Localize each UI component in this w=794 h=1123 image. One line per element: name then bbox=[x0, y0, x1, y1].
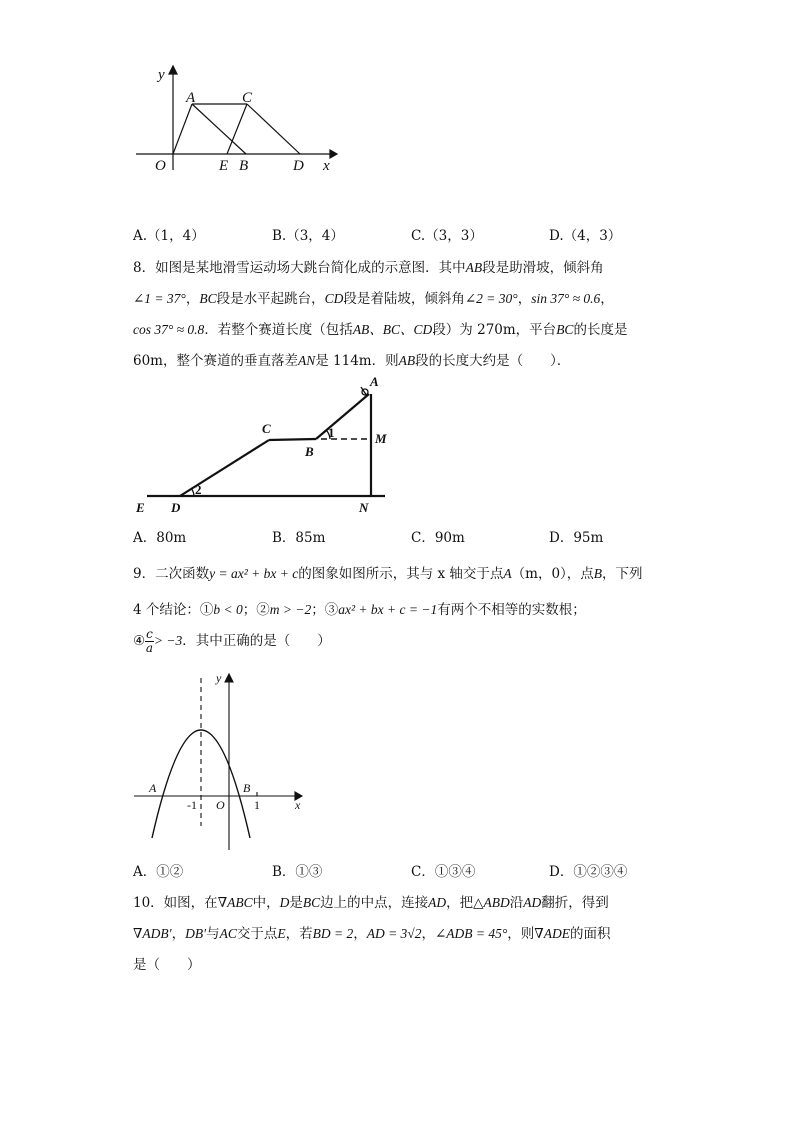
label-angle-1: 1 bbox=[328, 425, 335, 440]
q9-option-b[interactable]: B．①③ bbox=[272, 864, 323, 880]
q8-text: 8．如图是某地滑雪运动场大跳台简化成的示意图．其中 bbox=[133, 260, 466, 276]
q10-math: E bbox=[277, 926, 286, 941]
q8-option-c[interactable]: C．90m bbox=[411, 530, 465, 546]
label-D: D bbox=[171, 500, 181, 515]
q10-math: AD = 3√2 bbox=[366, 926, 422, 941]
q10-line-2 bbox=[133, 922, 610, 942]
q7-option-d[interactable]: D.（4，3） bbox=[549, 228, 622, 244]
frac-denominator: a bbox=[145, 641, 154, 655]
q9-math: > −3 bbox=[153, 633, 183, 648]
q8-line-1 bbox=[133, 256, 604, 276]
q9-text: ．其中正确的是（ ） bbox=[182, 633, 331, 649]
q9-conclusion-marker: ④ bbox=[133, 633, 146, 649]
q8-text: 是 114m．则 bbox=[315, 353, 399, 369]
label-x: x bbox=[295, 798, 301, 812]
label-M: M bbox=[375, 431, 387, 446]
q10-text: ，把 bbox=[446, 895, 474, 911]
q8-text: 段是着陆坡，倾斜角 bbox=[343, 291, 465, 307]
q9-text: （m，0），点 bbox=[511, 566, 594, 582]
q10-text: 中， bbox=[252, 895, 280, 911]
q9-line-3 bbox=[133, 628, 331, 655]
q7-option-b[interactable]: B.（3，4） bbox=[272, 228, 344, 244]
q8-text: ， bbox=[185, 291, 200, 307]
q8-line-2 bbox=[133, 287, 614, 307]
label-E: E bbox=[136, 500, 145, 515]
q9-math: y = ax² + bx + c bbox=[209, 566, 299, 581]
q7-figure bbox=[130, 62, 340, 177]
label-B: B bbox=[239, 158, 249, 174]
segment-AB bbox=[192, 104, 246, 154]
q10-math: AD bbox=[428, 895, 447, 910]
q8-math: sin 37° ≈ 0.6 bbox=[531, 291, 601, 306]
segment-OA bbox=[173, 104, 192, 154]
q8-text: 60m，整个赛道的垂直落差 bbox=[133, 353, 298, 369]
q8-math: AB bbox=[398, 353, 416, 368]
q10-text: 是 bbox=[289, 895, 303, 911]
q9-text: 4 个结论： bbox=[133, 602, 200, 618]
q10-math: AC bbox=[219, 926, 237, 941]
q9-text: ； bbox=[242, 602, 257, 618]
q10-text: ，则 bbox=[507, 926, 535, 942]
label-O: O bbox=[216, 798, 225, 812]
platform-BC bbox=[269, 439, 316, 440]
q9-conclusion-marker: ③ bbox=[324, 602, 339, 618]
label-A: A bbox=[149, 781, 157, 795]
y-axis-arrow bbox=[169, 66, 177, 74]
q8-text: ．若整个赛道长度（包括 bbox=[204, 322, 353, 338]
q10-text: ， bbox=[353, 926, 367, 942]
q8-text: 段）为 270m，平台 bbox=[432, 322, 557, 338]
label-C: C bbox=[242, 90, 253, 106]
label-minus-1: -1 bbox=[187, 798, 197, 812]
q8-text: ， bbox=[517, 291, 532, 307]
x-axis-arrow bbox=[330, 150, 337, 158]
q9-text: 9．二次函数 bbox=[133, 566, 210, 582]
q10-text: 的面积 bbox=[569, 926, 611, 942]
q8-line-3 bbox=[133, 318, 627, 338]
label-B: B bbox=[243, 781, 251, 795]
label-O: O bbox=[155, 158, 166, 174]
label-A: A bbox=[186, 90, 196, 106]
segment-CE bbox=[227, 104, 247, 154]
q10-math: DB′ bbox=[185, 926, 207, 941]
q8-text: 段是助滑坡，倾斜角 bbox=[482, 260, 604, 276]
q8-figure bbox=[133, 372, 393, 517]
q8-text: ， bbox=[600, 291, 614, 307]
q8-text: 段是水平起跳台， bbox=[216, 291, 325, 307]
q8-math: BC bbox=[556, 322, 574, 337]
q8-text: 段的长度大约是（ ）． bbox=[415, 353, 571, 369]
q9-option-d[interactable]: D．①②③④ bbox=[549, 864, 628, 880]
q10-text: 与 bbox=[206, 926, 220, 942]
q8-math: AB、BC、CD bbox=[352, 322, 433, 337]
q10-line-1 bbox=[133, 891, 609, 911]
q10-text: ，若 bbox=[285, 926, 313, 942]
q9-math: b < 0 bbox=[213, 602, 243, 617]
parabola bbox=[152, 730, 250, 838]
q8-math: ∠1 = 37° bbox=[133, 291, 186, 306]
q8-math: BC bbox=[199, 291, 217, 306]
y-axis-arrow bbox=[225, 674, 233, 682]
q9-math: A bbox=[503, 566, 512, 581]
q9-math: m > −2 bbox=[269, 602, 312, 617]
q10-text: 翻折，得到 bbox=[541, 895, 609, 911]
q9-text: ； bbox=[311, 602, 325, 618]
q10-math: BC bbox=[302, 895, 321, 910]
q9-line-1 bbox=[133, 562, 643, 582]
q9-conclusion-marker: ② bbox=[256, 602, 270, 618]
q7-option-a[interactable]: A.（1，4） bbox=[133, 228, 205, 244]
label-angle-2: 2 bbox=[195, 482, 202, 497]
angle-2-arc bbox=[191, 488, 194, 496]
q9-text: 有两个不相等的实数根； bbox=[437, 602, 586, 618]
label-E: E bbox=[219, 158, 229, 174]
q10-math: ∇ADE bbox=[534, 926, 570, 941]
frac-numerator: c bbox=[146, 627, 153, 641]
label-x: x bbox=[323, 158, 330, 174]
q10-text: ， bbox=[171, 926, 186, 942]
q10-text: 沿 bbox=[509, 895, 524, 911]
label-A: A bbox=[370, 374, 379, 389]
label-y: y bbox=[158, 67, 165, 83]
q10-math: ∠ADB = 45° bbox=[434, 926, 508, 941]
label-C: C bbox=[262, 421, 271, 436]
q9-option-a[interactable]: A．①② bbox=[133, 864, 184, 880]
slope-CD bbox=[180, 440, 269, 496]
q9-figure bbox=[130, 670, 310, 855]
label-D: D bbox=[293, 158, 304, 174]
q10-text: 交于点 bbox=[236, 926, 278, 942]
q10-line-3 bbox=[133, 953, 201, 973]
q9-text: ，下列 bbox=[602, 566, 643, 582]
q8-option-d[interactable]: D．95m bbox=[549, 530, 604, 546]
q9-fraction bbox=[145, 628, 154, 655]
q10-math: D bbox=[279, 895, 290, 910]
q8-math: AN bbox=[297, 353, 316, 368]
q7-option-c[interactable]: C.（3，3） bbox=[411, 228, 483, 244]
q8-math: ∠2 = 30° bbox=[464, 291, 518, 306]
slope-AB bbox=[316, 394, 369, 439]
q10-text: 10．如图，在 bbox=[133, 895, 218, 911]
q8-option-b[interactable]: B．85m bbox=[272, 530, 326, 546]
q8-math: AB bbox=[465, 260, 483, 275]
q10-text: ， bbox=[421, 926, 435, 942]
q10-math: △ABD bbox=[473, 895, 510, 910]
q9-line-2 bbox=[133, 598, 586, 618]
q10-math: ∇ADB′ bbox=[133, 926, 172, 941]
q8-line-4 bbox=[133, 349, 570, 369]
q10-math: BD = 2 bbox=[312, 926, 354, 941]
q8-option-a[interactable]: A．80m bbox=[133, 530, 187, 546]
q8-text: 的长度是 bbox=[573, 322, 628, 338]
q10-text: 是（ ） bbox=[133, 957, 201, 973]
segment-CD bbox=[247, 104, 300, 154]
label-N: N bbox=[359, 500, 369, 515]
label-y: y bbox=[216, 671, 222, 685]
q9-math: ax² + bx + c = −1 bbox=[338, 602, 438, 617]
q9-conclusion-marker: ① bbox=[199, 602, 214, 618]
q9-text: 的图象如图所示，其与 x 轴交于点 bbox=[298, 566, 504, 582]
q9-math: B bbox=[593, 566, 603, 581]
q8-math: CD bbox=[324, 291, 344, 306]
label-1: 1 bbox=[254, 798, 260, 812]
q10-text: 边上的中点，连接 bbox=[320, 895, 429, 911]
q10-math: AD bbox=[523, 895, 542, 910]
label-B: B bbox=[305, 444, 314, 459]
q8-math: cos 37° ≈ 0.8 bbox=[133, 322, 205, 337]
q10-math: ∇ABC bbox=[217, 895, 253, 910]
q9-option-c[interactable]: C．①③④ bbox=[411, 864, 476, 880]
